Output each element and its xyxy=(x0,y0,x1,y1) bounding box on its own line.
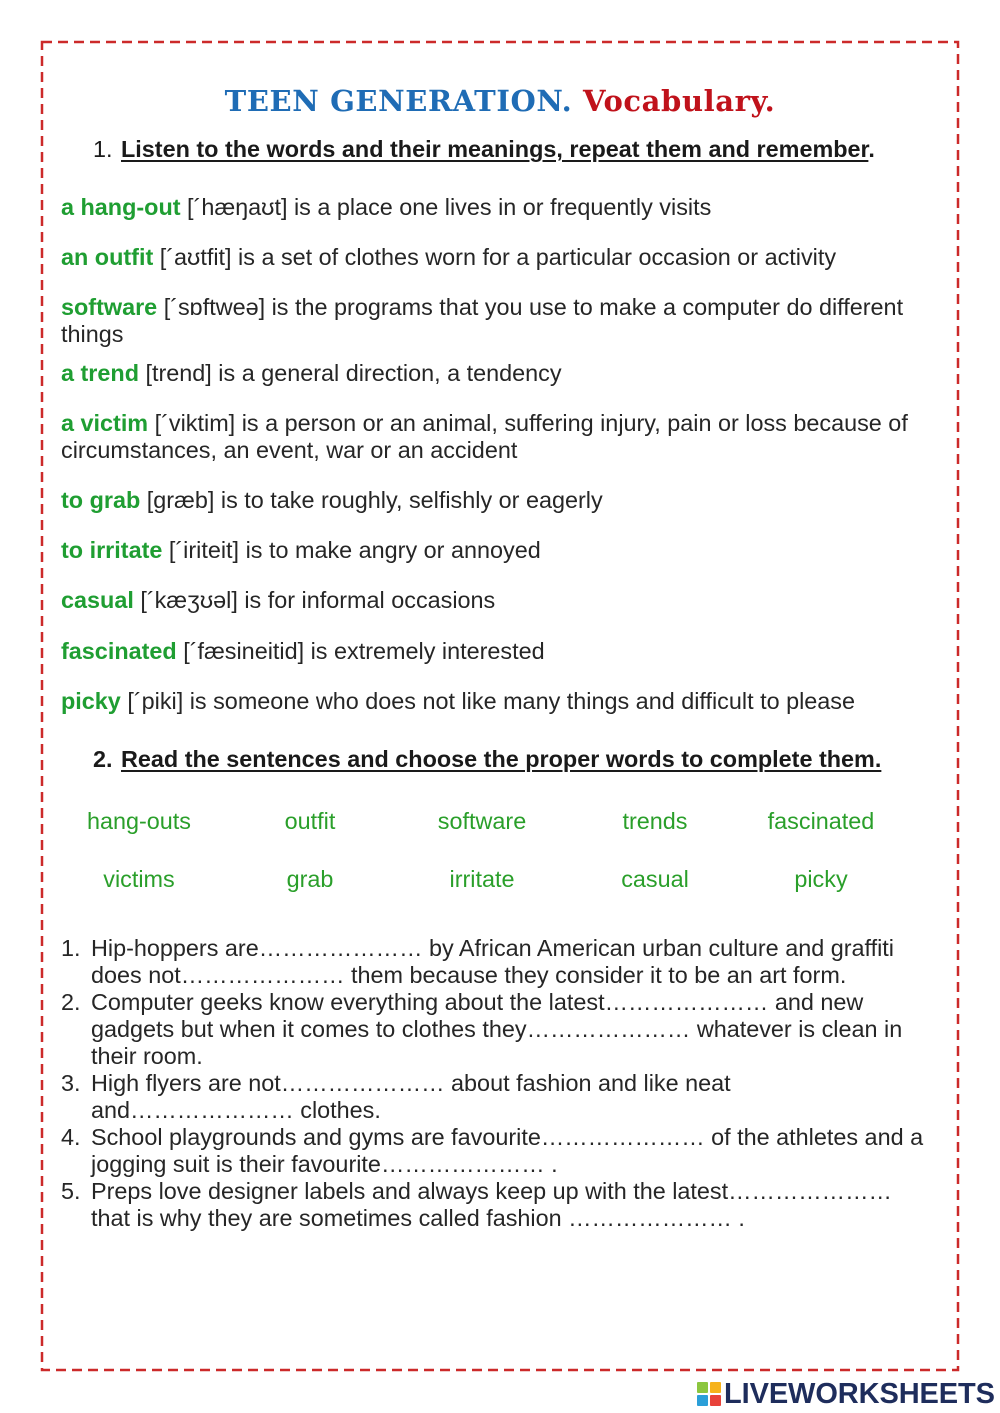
page-title xyxy=(0,83,1000,119)
sentence-text xyxy=(91,935,894,989)
sentence-item xyxy=(61,1124,923,1178)
sentence-number: 2. xyxy=(61,989,81,1015)
task-1-heading xyxy=(93,136,875,163)
word-bank-item: grab xyxy=(286,866,334,892)
vocab-term: a hang-out xyxy=(61,194,181,220)
vocab-term: software xyxy=(61,294,158,320)
task-1-period: . xyxy=(868,136,875,162)
sentence-text xyxy=(91,1070,731,1124)
sentence-list xyxy=(61,935,923,1232)
word-bank-item: trends xyxy=(622,808,688,834)
sentence-item xyxy=(61,935,923,989)
vocab-transcription: [´iriteit] xyxy=(168,537,240,563)
vocab-transcription: [trend] xyxy=(145,360,212,386)
vocab-entry-software xyxy=(61,294,941,348)
sentence-item xyxy=(61,1178,923,1232)
vocab-definition: is extremely interested xyxy=(310,638,545,664)
task-1-instruction: Listen to the words and their meanings, repeat them and remember xyxy=(121,136,869,162)
vocab-entry-grab xyxy=(61,487,941,514)
vocab-transcription: [´sɒftweə] xyxy=(163,294,266,320)
sentence-line: that is why they are sometimes called fashion ………………… . xyxy=(91,1205,745,1231)
sentence-line: School playgrounds and gyms are favourite………………… of the athletes and a xyxy=(91,1124,924,1150)
sentence-text xyxy=(91,1178,892,1232)
liveworksheets-logo-icon xyxy=(697,1382,721,1406)
sentence-line: Computer geeks know everything about the latest………………… and new xyxy=(91,989,864,1015)
vocab-definition: is to make angry or annoyed xyxy=(245,537,541,563)
sentence-number: 5. xyxy=(61,1178,81,1204)
vocab-transcription: [´piki] xyxy=(127,688,184,714)
word-bank-item: irritate xyxy=(449,866,515,892)
sentence-text xyxy=(91,989,902,1070)
vocab-term: to grab xyxy=(61,487,141,513)
sentence-item xyxy=(61,1070,923,1124)
vocab-transcription: [græb] xyxy=(146,487,215,513)
sentence-line: Preps love designer labels and always keep up with the latest………………… xyxy=(91,1178,892,1204)
task-2-number: 2. xyxy=(93,746,113,772)
vocab-term: fascinated xyxy=(61,638,177,664)
sentence-text xyxy=(91,1124,923,1178)
vocab-entry-outfit xyxy=(61,244,941,271)
task-1-number: 1. xyxy=(93,136,113,162)
vocab-term: to irritate xyxy=(61,537,163,563)
sentence-number: 1. xyxy=(61,935,81,961)
vocab-entry-irritate xyxy=(61,537,941,564)
word-bank-item: fascinated xyxy=(767,808,875,834)
sentence-line: gadgets but when it comes to clothes they………………… whatever is clean in xyxy=(91,1016,903,1042)
vocab-entry-fascinated xyxy=(61,638,941,665)
sentence-line: High flyers are not………………… about fashion and like neat xyxy=(91,1070,731,1096)
word-bank-item: casual xyxy=(621,866,689,892)
vocab-entry-casual xyxy=(61,587,941,614)
sentence-item xyxy=(61,989,923,1070)
task-2-instruction: Read the sentences and choose the proper words to complete them. xyxy=(121,746,882,772)
task-2-heading xyxy=(93,746,881,773)
sentence-number: 3. xyxy=(61,1070,81,1096)
sentence-number: 4. xyxy=(61,1124,81,1150)
vocab-transcription: [´fæsineitid] xyxy=(183,638,305,664)
sentence-line: jogging suit is their favourite………………… . xyxy=(91,1151,558,1177)
liveworksheets-logo-text[interactable]: LIVEWORKSHEETS xyxy=(724,1378,995,1410)
sentence-line: does not………………… them because they consider it to be an art form. xyxy=(91,962,847,988)
word-bank-item: picky xyxy=(794,866,848,892)
vocab-term: a trend xyxy=(61,360,139,386)
vocab-entry-hang-out xyxy=(61,194,941,221)
vocab-transcription: [´kæʒʊəl] xyxy=(140,587,238,613)
vocab-transcription: [´viktim] xyxy=(154,410,236,436)
vocab-term: a victim xyxy=(61,410,149,436)
vocab-entry-trend xyxy=(61,360,941,387)
vocab-definition: is to take roughly, selfishly or eagerly xyxy=(220,487,603,513)
vocab-term: casual xyxy=(61,587,134,613)
vocab-entry-picky xyxy=(61,688,941,715)
vocab-definition: is a place one lives in or frequently visits xyxy=(293,194,712,220)
vocab-definition: is for informal occasions xyxy=(244,587,496,613)
vocab-definition: is the programs that you use to make a computer do different things xyxy=(61,294,904,347)
vocab-term: an outfit xyxy=(61,244,154,270)
vocab-transcription: [´aʊtfit] xyxy=(159,244,232,270)
sentence-line: Hip-hoppers are………………… by African American urban culture and graffiti xyxy=(91,935,894,961)
vocab-definition: is a general direction, a tendency xyxy=(218,360,562,386)
word-bank-item: victims xyxy=(103,866,175,892)
vocab-transcription: [´hæŋaʊt] xyxy=(187,194,288,220)
vocab-entry-victim xyxy=(61,410,941,464)
sentence-line: their room. xyxy=(91,1043,203,1069)
vocab-term: picky xyxy=(61,688,121,714)
vocab-definition: is a person or an animal, suffering injury, pain or loss because of circumstances, an event, war or an accident xyxy=(61,410,908,463)
word-bank-item: software xyxy=(437,808,527,834)
sentence-line: and………………… clothes. xyxy=(91,1097,381,1123)
title-sub: Vocabulary. xyxy=(583,84,776,118)
title-main: TEEN GENERATION. xyxy=(224,84,573,118)
word-bank-item: hang-outs xyxy=(86,808,192,834)
vocab-definition: is a set of clothes worn for a particular occasion or activity xyxy=(238,244,837,270)
vocab-definition: is someone who does not like many things and difficult to please xyxy=(189,688,856,714)
word-bank-item: outfit xyxy=(284,808,336,834)
